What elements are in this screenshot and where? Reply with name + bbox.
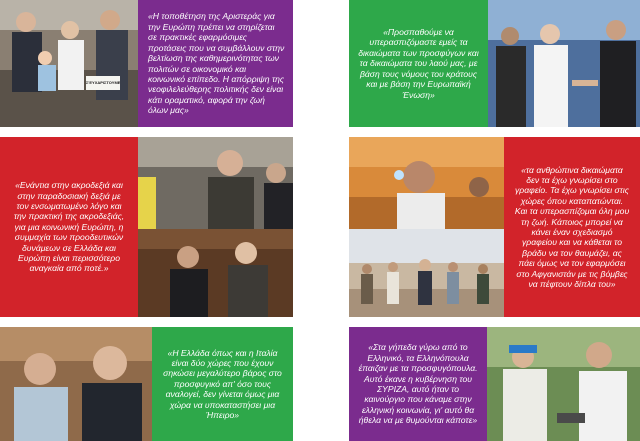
photo-two-politicians bbox=[0, 327, 152, 441]
quote-box-6 bbox=[349, 327, 487, 441]
photo-two-men-indoors bbox=[138, 229, 293, 317]
page-gutter bbox=[312, 0, 348, 441]
photo-refugee-camp-group bbox=[349, 229, 504, 317]
quote-text-4: «τα ανθρώπινα δικαιώματα δεν τα έχω γνωρίσει στο γραφείο. Τα έχω γνωρίσει στις χώρες όπου καταπατώνται. Και τα υπερασπίζομαι όλη μου τη ζωή. Κάποιος μπορεί να κάνει έναν σχεδιασμό γραφείου και να κάθεται το βράδυ να τον θαυμάζει, ας πάει όμως να τον εφαρμόσει στο Αφγανιστάν με τις βόμβες να πέφτουν δίπλα του» bbox=[514, 164, 630, 290]
quote-box-2 bbox=[349, 0, 488, 127]
photo-sign-text: Σ'ΕΥΧΑΡΙΣΤΟΥΜΕ bbox=[86, 80, 120, 85]
photo-pope-handshake bbox=[488, 0, 640, 127]
quote-box-3 bbox=[0, 137, 138, 317]
photo-man-with-headlamp bbox=[349, 137, 504, 229]
quote-box-4 bbox=[504, 137, 640, 317]
quote-text-2: «Προσπαθούμε να υπερασπιζόμαστε εμείς τα δικαιώματα των προσφύγων και τα δικαιώματα του λαού μας, με βάση τους νόμους του κράτους και με βάση την Ευρωπαϊκή Ένωση» bbox=[358, 27, 479, 100]
quote-text-6: «Στα γήπεδα γύρω από το Ελληνικό, τα Ελληνόπουλα έπαιζαν με τα προσφυγόπουλα. Αυτό έκανε η κυβέρνηση του ΣΥΡΙΖΑ, αυτό ήταν το καινούργιο που κάναμε στην ελληνική κοινωνία, γι' αυτό θα ήθελα να με θυμούνται κάποτε» bbox=[358, 342, 478, 426]
quote-box-1 bbox=[138, 0, 293, 127]
quote-text-5: «Η Ελλάδα όπως και η Ιταλία είναι δύο χώρες που έχουν σηκώσει μεγαλύτερο βάρος στο προσφυγικό απ' όσο τους αναλογεί, δεν γίνεται όμως μια χώρα να υποκαταστήσει μια Ήπειρο» bbox=[163, 347, 282, 421]
quote-text-1: «Η τοποθέτηση της Αριστεράς για την Ευρώπη πρέπει να στηρίζεται σε πρακτικές εφαρμόσιμες προτάσεις που να συμβάλλουν στην βελτίωση της καθημερινότητας των πολιτών σε οικονομικό και κοινωνικό επίπεδο. Η απόρριψη της νεοφιλελεύθερης πολιτικής δεν είναι κάτι οραματικό, αφορά την ζωή όλων μας» bbox=[148, 11, 285, 116]
photo-man-with-blue-cap bbox=[487, 327, 640, 441]
quote-text-3: «Ενάντια στην ακροδεξιά και στην παραδοσιακή δεξιά με τον ενσωματωμένο λόγο και την πρακτική της ακροδεξιάς, για μια κοινωνική Ευρώπη, η συμμαχία των προοδευτικών δυνάμεων σε Ελλάδα και Ευρώπη είναι περισσότερο αναγκαία από ποτέ.» bbox=[13, 180, 125, 274]
photo-crowd-with-children bbox=[0, 0, 138, 127]
quote-box-5 bbox=[152, 327, 293, 441]
photo-man-in-jacket bbox=[138, 137, 293, 229]
